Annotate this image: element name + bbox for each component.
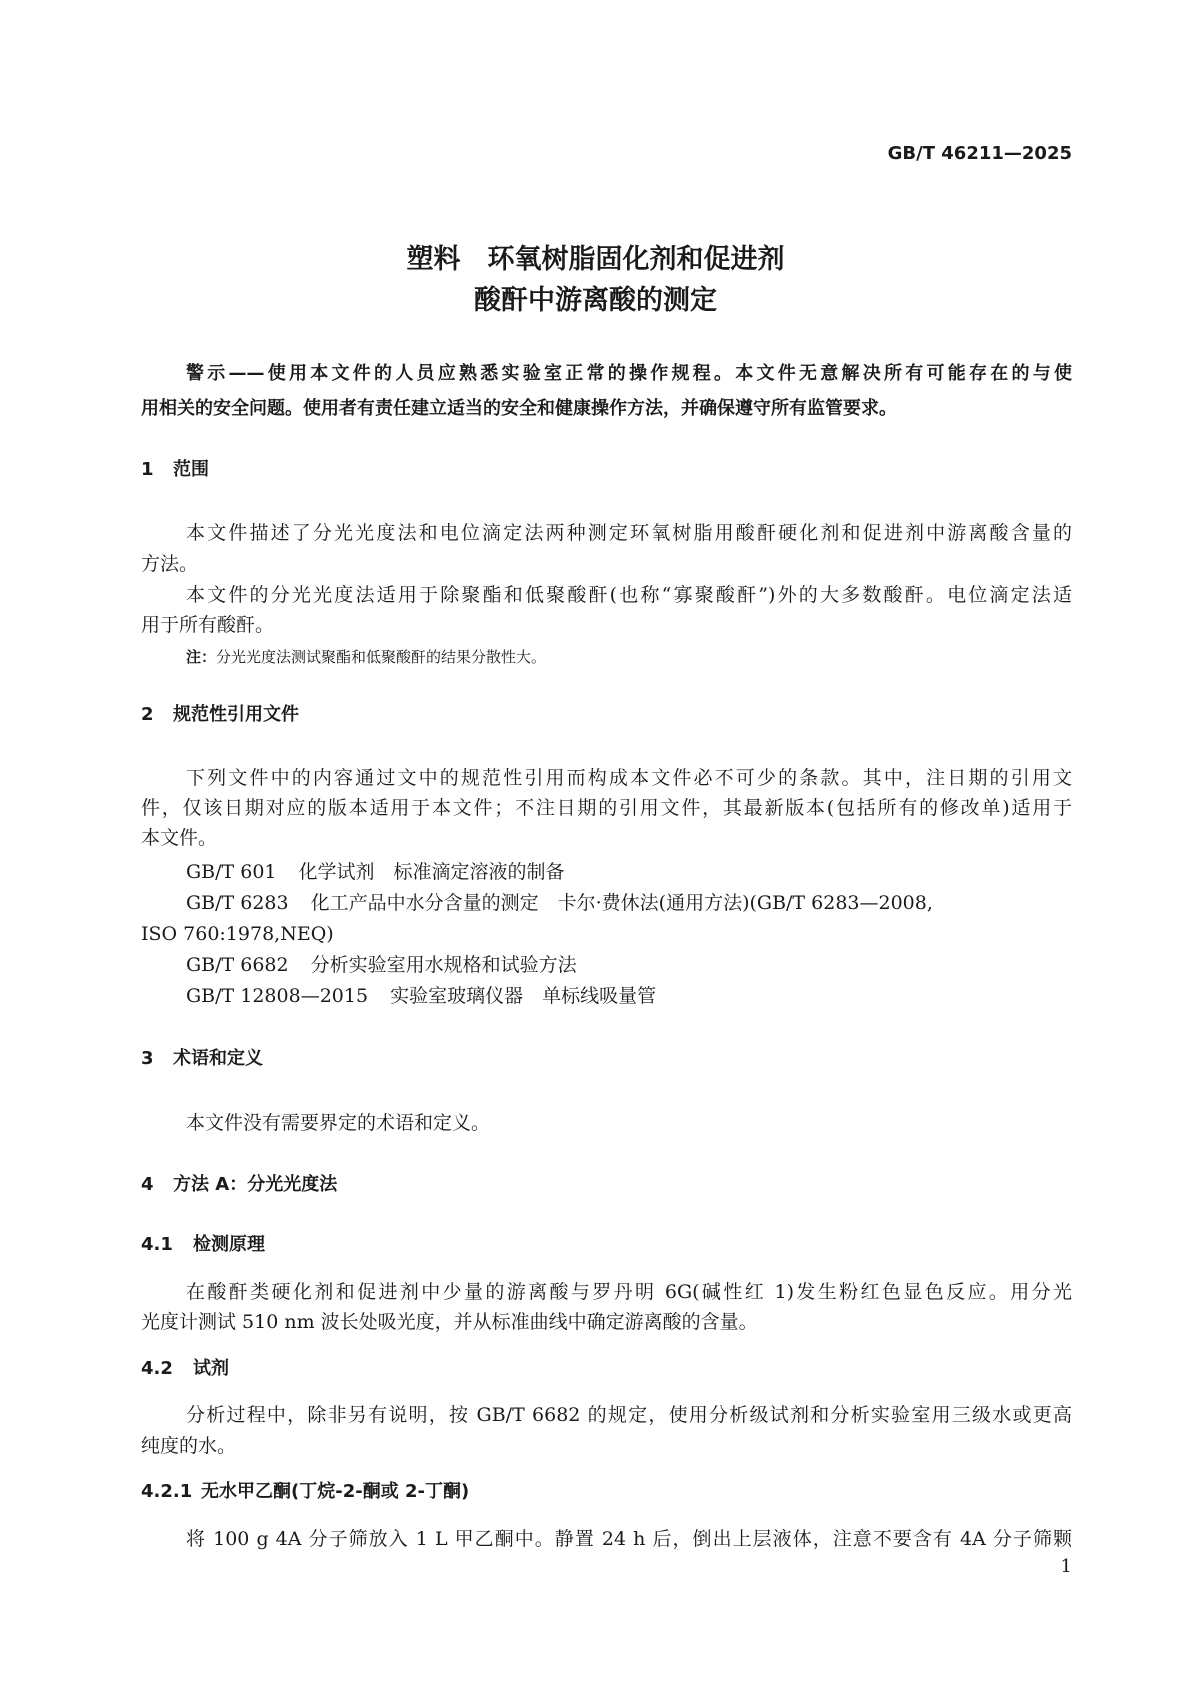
paragraph-line: 用于所有酸酐。 [141,614,275,636]
subsection-heading-4-2-1 [141,1480,1072,1504]
reference-title: 化学试剂 标准滴定溶液的制备 [298,861,565,883]
paragraph-line: 本文件没有需要界定的术语和定义。 [186,1112,491,1134]
section-title: 无水甲乙酮(丁烷-2-酮或 2-丁酮) [201,1481,470,1502]
section-heading-4 [141,1173,1072,1197]
reference-code: GB/T 601 [186,861,277,883]
reference-code: GB/T 6283 [186,892,289,914]
note [186,645,1072,669]
section-heading-3 [141,1047,1072,1071]
doc-title-line1: 塑料 环氧树脂固化剂和促进剂 [406,244,785,275]
section-number: 4.1 [141,1234,173,1255]
section-title: 术语和定义 [173,1048,263,1069]
reference-title: 实验室玻璃仪器 单标线吸量管 [390,985,657,1007]
reference-title: 分析实验室用水规格和试验方法 [310,954,577,976]
section-title: 规范性引用文件 [173,704,299,725]
paragraph-line: 在酸酐类硬化剂和促进剂中少量的游离酸与罗丹明 6G(碱性红 1)发生粉红色显色反应。用分光 [186,1281,1072,1303]
warning-line: 用相关的安全问题。使用者有责任建立适当的安全和健康操作方法，并确保遵守所有监管要求。 [141,398,897,419]
reference-continuation: ISO 760:1978,NEQ) [141,923,334,945]
section-number: 4.2 [141,1358,173,1379]
section-number: 1 [141,459,154,480]
warning-line: 警示——使用本文件的人员应熟悉实验室正常的操作规程。本文件无意解决所有可能存在的与使 [186,363,1072,384]
section-title: 试剂 [193,1358,229,1379]
section-number: 2 [141,704,154,725]
reference-code: GB/T 12808—2015 [186,985,369,1007]
reference-item [186,891,1072,915]
section-heading-2 [141,703,1072,727]
section-number: 3 [141,1048,154,1069]
paragraph-line: 分析过程中，除非另有说明，按 GB/T 6682 的规定，使用分析级试剂和分析实验室用三级水或更高 [186,1404,1072,1426]
paragraph-line: 将 100 g 4A 分子筛放入 1 L 甲乙酮中。静置 24 h 后，倒出上层液体，注意不要含有 4A 分子筛颗 [186,1528,1072,1550]
note-text: 分光光度法测试聚酯和低聚酸酐的结果分散性大。 [216,648,547,666]
section-title: 方法 A：分光光度法 [173,1174,338,1195]
section-heading-1 [141,458,1072,482]
section-title: 范围 [173,459,209,480]
paragraph-line: 本文件的分光光度法适用于除聚酯和低聚酸酐(也称“寡聚酸酐”)外的大多数酸酐。电位滴定法适 [186,584,1072,606]
paragraph-line: 光度计测试 510 nm 波长处吸光度，并从标准曲线中确定游离酸的含量。 [141,1311,758,1333]
section-number: 4.2.1 [141,1481,193,1502]
reference-code: GB/T 6682 [186,954,289,976]
section-number: 4 [141,1174,154,1195]
subsection-heading-4-2 [141,1357,1072,1381]
section-title: 检测原理 [193,1234,265,1255]
note-label: 注： [186,648,217,666]
paragraph-line: 纯度的水。 [141,1435,237,1457]
doc-title-line2: 酸酐中游离酸的测定 [474,285,717,316]
paragraph-line: 件，仅该日期对应的版本适用于本文件；不注日期的引用文件，其最新版本(包括所有的修改单)适用于 [141,797,1072,819]
doc-number: GB/T 46211—2025 [887,143,1072,164]
paragraph-line: 下列文件中的内容通过文中的规范性引用而构成本文件必不可少的条款。其中，注日期的引用文 [186,767,1072,789]
reference-item [186,860,1072,884]
subsection-heading-4-1 [141,1233,1072,1257]
paragraph-line: 本文件。 [141,827,218,849]
paragraph-line: 本文件描述了分光光度法和电位滴定法两种测定环氧树脂用酸酐硬化剂和促进剂中游离酸含量的 [186,522,1072,544]
reference-item [186,953,1072,977]
page-number: 1 [1060,1556,1072,1577]
paragraph-line: 方法。 [141,553,199,575]
reference-item [186,984,1072,1008]
reference-title: 化工产品中水分含量的测定 卡尔·费休法(通用方法)(GB/T 6283—2008, [310,892,933,914]
